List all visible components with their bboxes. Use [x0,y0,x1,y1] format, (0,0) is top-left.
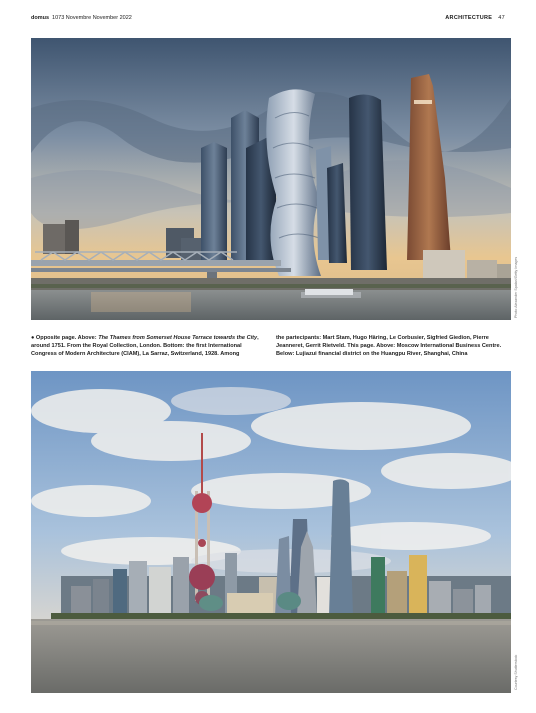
magazine-name: domus [31,15,50,21]
photo-shanghai-skyline [31,371,511,693]
caption-column-right: the partecipants: Mart Stam, Hugo Häring, Le Corbusier, Sigfried Giedion, Pierre Jeanneret, Gerrit Rietveld. This page. Above: Moscow International Business Centre. Below: Lujiazui financial district on the Huangpu River, Shanghai, China [276,335,502,357]
moscow-illustration [31,38,511,320]
photo-moscow-skyline [31,38,511,320]
issue-info [31,13,132,23]
section-title: ARCHITECTURE [445,15,493,21]
caption-lead: ● Opposite page. Above: [31,335,99,341]
running-head [31,13,505,23]
photo-credit-bottom: Courtesy Shutterstock [514,654,518,690]
issue-date: 1073 Novembre November 2022 [52,15,132,21]
section-info [445,13,505,23]
photo-credit-top: Photo Alexander Spatari/Getty Images [514,256,518,318]
caption-left-rest: , around 1751. From the Royal Collection, London. Bottom: the first International Congress of Modern Architecture (CIAM), La Sarraz, Switzerland, 1928. Among [31,335,259,357]
shanghai-illustration [31,371,511,693]
page-number: 47 [498,15,505,21]
artwork-title: The Thames from Somerset House Terrace towards the City [98,335,258,341]
caption-column-left [31,334,262,358]
